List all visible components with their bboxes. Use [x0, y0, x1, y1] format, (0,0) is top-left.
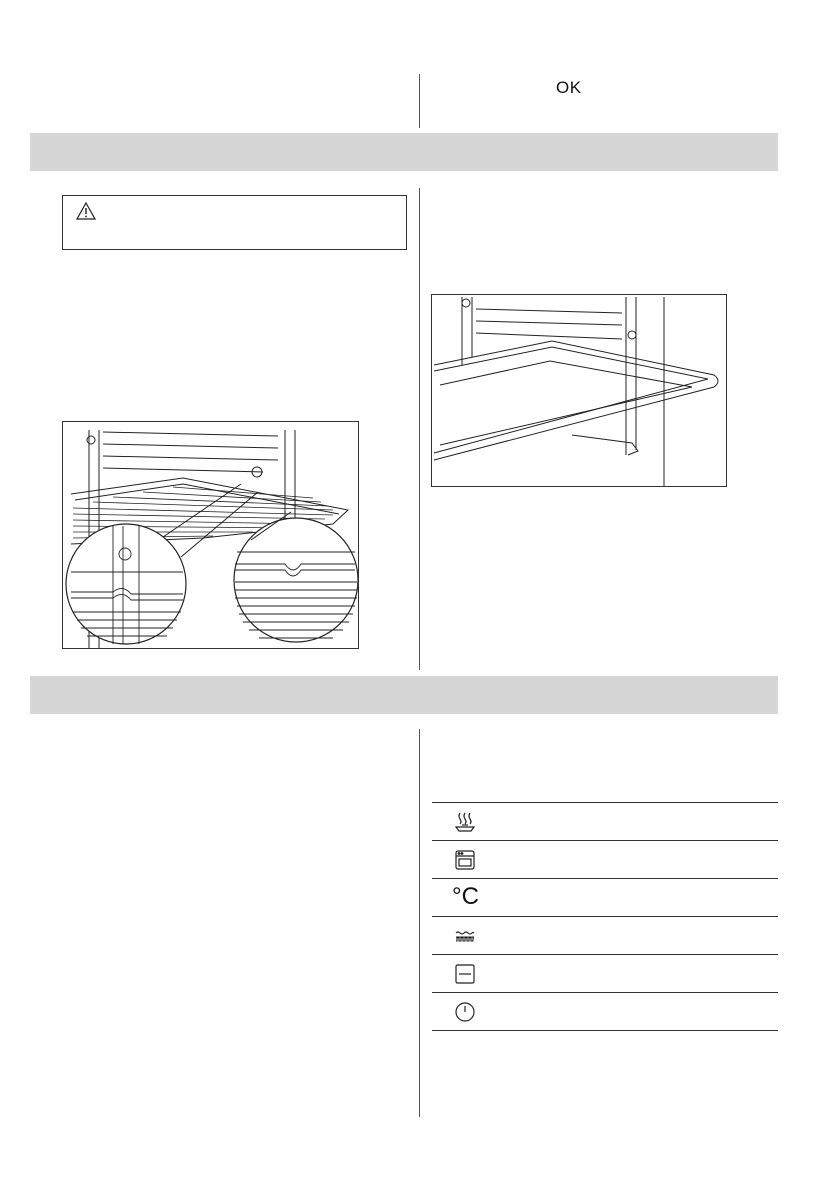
symbol-row: [432, 993, 778, 1031]
column-divider-bottom: [419, 729, 420, 1117]
baking-tray-illustration: [431, 294, 727, 487]
steam-dish-icon: [454, 811, 476, 833]
warning-box: [62, 195, 407, 250]
symbol-row: [432, 803, 778, 841]
oven-shelf-illustration: [62, 421, 359, 649]
ok-button-label: OK: [556, 78, 582, 97]
minus-box-icon: [454, 963, 476, 985]
section-heading-band-2: [30, 676, 778, 714]
symbol-row: [432, 955, 778, 993]
column-divider-middle: [419, 188, 420, 670]
heating-element-icon: [454, 925, 476, 947]
clock-icon: [454, 1001, 476, 1023]
display-symbols-table: [432, 802, 778, 1031]
symbol-row: [432, 917, 778, 955]
symbol-row: [432, 879, 778, 917]
warning-triangle-icon: [76, 202, 96, 220]
oven-icon: [454, 849, 476, 871]
celsius-symbol: °C: [452, 883, 479, 910]
column-divider-top: [419, 74, 420, 128]
symbol-row: [432, 841, 778, 879]
section-heading-band-1: [30, 133, 778, 171]
